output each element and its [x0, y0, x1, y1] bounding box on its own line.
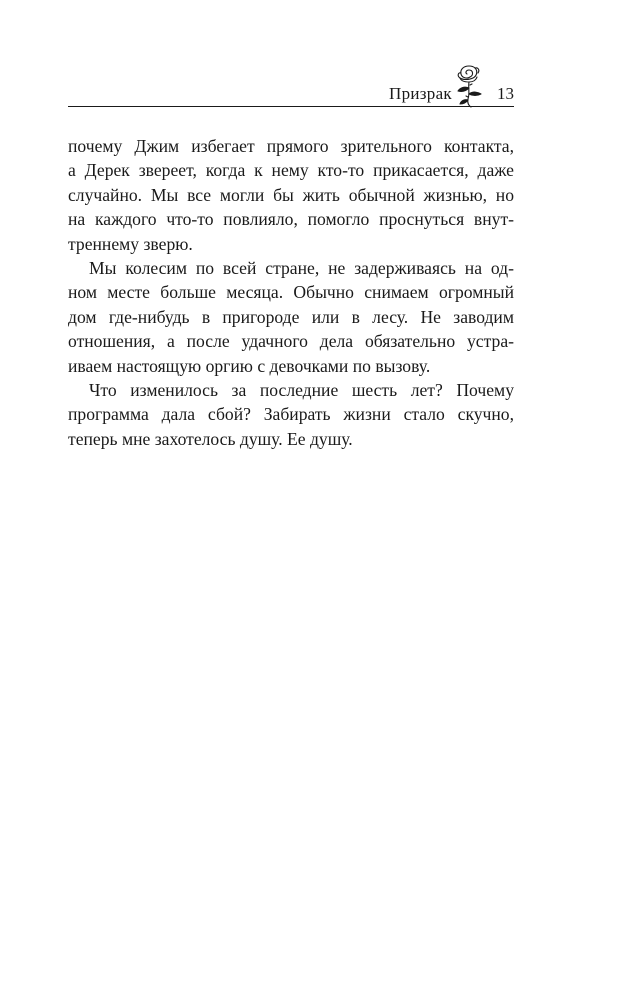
text-line: почему Джим избегает прямого зрительного контакта,: [68, 136, 514, 156]
text-line: иваем настоящую оргию с девочками по вызову.: [68, 355, 431, 376]
text-line: программа дала сбой? Забирать жизни стало скучно,: [68, 404, 514, 425]
paragraph-1: [68, 134, 514, 256]
text-line: отношения, а после удачного дела обязательно устра-: [68, 331, 514, 352]
text-line: а Дерек звереет, когда к нему кто-то прикасается, даже: [68, 160, 514, 181]
body-text: [68, 134, 514, 451]
header-rule: [68, 106, 514, 107]
page-number: 13: [497, 84, 514, 103]
rose-ornament-icon: [449, 60, 489, 108]
text-line: теперь мне захотелось душу. Ее душу.: [68, 428, 353, 449]
header-title: Призрак: [389, 84, 452, 103]
paragraph-2: [68, 256, 514, 378]
text-line: дом где-нибудь в пригороде или в лесу. Не заводим: [68, 306, 514, 327]
running-header: [68, 60, 514, 110]
paragraph-3: [68, 378, 514, 451]
text-line: Мы колесим по всей стране, не задерживаясь на од-: [89, 258, 514, 279]
text-line: Что изменилось за последние шесть лет? Почему: [89, 380, 514, 401]
text-line: ном месте больше месяца. Обычно снимаем огромный: [68, 282, 514, 303]
text-line: треннему зверю.: [68, 233, 193, 254]
text-line: случайно. Мы все могли бы жить обычной жизнью, но: [68, 184, 514, 205]
text-line: на каждого что-то повлияло, помогло проснуться внут-: [68, 209, 514, 230]
